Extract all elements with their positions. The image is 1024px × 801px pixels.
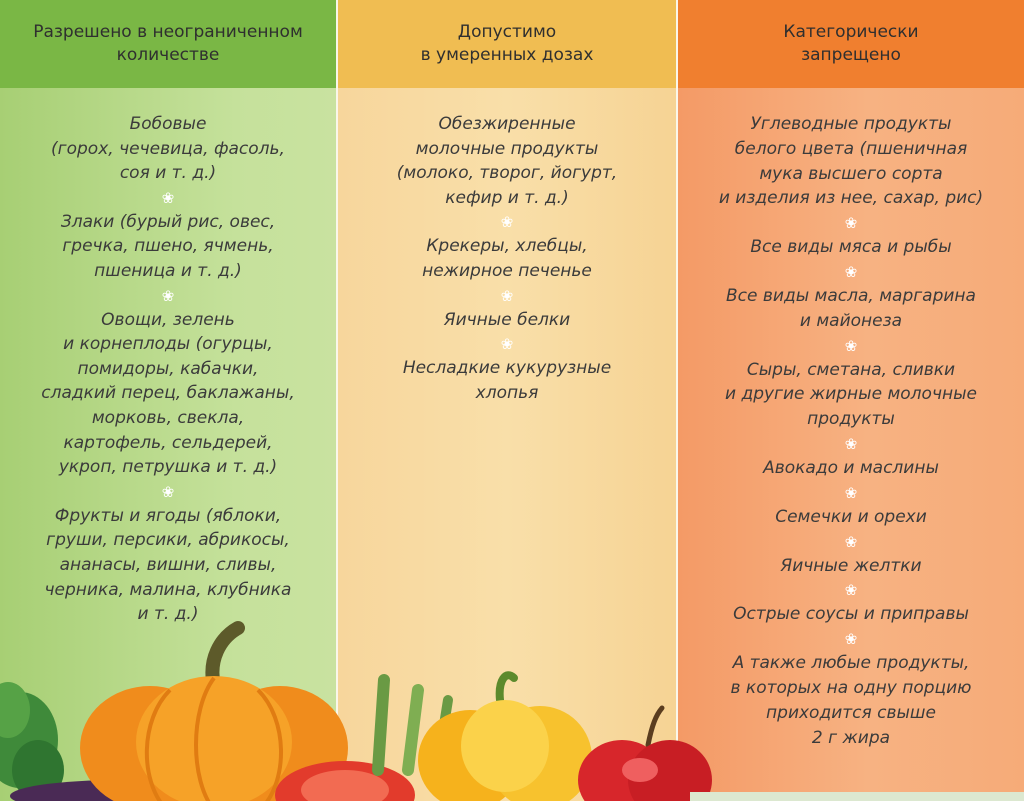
food-item-line: в которых на одну порцию — [730, 677, 972, 698]
flower-separator-icon: ❀ — [844, 434, 858, 453]
food-item-line: Все виды масла, маргарина — [726, 285, 976, 306]
column-header-forbidden — [678, 0, 1024, 88]
food-item-line: Бобовые — [129, 114, 207, 134]
flower-separator-icon: ❀ — [844, 262, 858, 281]
flower-separator-icon: ❀ — [500, 213, 514, 232]
food-item-line: Фрукты и ягоды (яблоки, — [54, 505, 282, 526]
food-item-line: и другие жирные молочные — [725, 384, 977, 405]
food-item — [0, 210, 336, 284]
food-item — [338, 308, 676, 333]
food-item-line: Яичные желтки — [780, 555, 922, 576]
column-title-line: Категорически — [783, 22, 919, 42]
column-header-allowed — [0, 0, 336, 88]
flower-separator-icon: ❀ — [161, 188, 175, 207]
food-item-line: 2 г жира — [811, 727, 891, 748]
food-item-line: нежирное печенье — [422, 260, 592, 281]
food-item-line: Злаки (бурый рис, овес, — [60, 211, 276, 232]
food-item-line: соя и т. д.) — [119, 163, 217, 184]
food-item-line: и изделия из нее, сахар, рис) — [718, 188, 984, 209]
food-item-line: Все виды мяса и рыбы — [750, 237, 952, 258]
flower-separator-icon: ❀ — [844, 483, 858, 502]
food-item — [678, 358, 1024, 432]
flower-separator-icon: ❀ — [844, 532, 858, 551]
food-item — [678, 284, 1024, 334]
food-item-line: Яичные белки — [443, 309, 571, 330]
food-item-line: Сыры, сметана, сливки — [746, 359, 956, 380]
column-title-line: запрещено — [801, 45, 901, 65]
flower-separator-icon: ❀ — [161, 482, 175, 501]
food-item — [678, 505, 1024, 530]
food-item-line: приходится свыше — [766, 702, 936, 723]
food-item-line: Семечки и орехи — [775, 506, 927, 527]
food-item-line: кефир и т. д.) — [445, 187, 569, 208]
greens-illustration — [0, 682, 64, 800]
food-item-line: морковь, свекла, — [91, 407, 245, 428]
food-item — [338, 112, 676, 210]
food-item-line: Острые соусы и приправы — [733, 604, 969, 625]
food-item — [678, 112, 1024, 211]
food-item-line: белого цвета (пшеничная — [734, 138, 968, 159]
food-item-line: хлопья — [475, 382, 539, 403]
flower-separator-icon: ❀ — [844, 336, 858, 355]
vegetables-illustration — [0, 620, 1024, 801]
food-item-line: (горох, чечевица, фасоль, — [51, 138, 285, 159]
food-item — [0, 504, 336, 627]
food-item-line: Авокадо и маслины — [763, 457, 939, 478]
food-item — [678, 554, 1024, 579]
flower-separator-icon: ❀ — [844, 581, 858, 600]
column-header-moderate — [338, 0, 676, 88]
food-item-line: молочные продукты — [415, 138, 599, 159]
flower-separator-icon: ❀ — [500, 286, 514, 305]
flower-separator-icon: ❀ — [844, 214, 858, 233]
food-item — [0, 112, 336, 186]
flower-separator-icon: ❀ — [161, 286, 175, 305]
food-list — [338, 112, 676, 405]
apple-illustration — [578, 708, 712, 801]
food-item-line: укроп, петрушка и т. д.) — [58, 457, 278, 478]
food-item-line: и майонеза — [799, 310, 903, 331]
column-title-line: Допустимо — [457, 22, 557, 42]
column-title-line: Разрешено в неограниченном — [33, 22, 303, 42]
food-item-line: груши, персики, абрикосы, — [46, 530, 290, 551]
flower-separator-icon: ❀ — [844, 630, 858, 649]
food-item — [338, 234, 676, 283]
flower-separator-icon: ❀ — [500, 335, 514, 354]
food-item-line: (молоко, творог, йогурт, — [396, 163, 618, 184]
column-title-line: в умеренных дозах — [420, 45, 594, 65]
food-item-line: черника, малина, клубника — [44, 579, 292, 600]
food-item-line: мука высшего сорта — [759, 163, 943, 184]
food-item-line: продукты — [807, 409, 895, 430]
food-item-line: сладкий перец, баклажаны, — [41, 383, 295, 404]
food-item-line: и т. д.) — [137, 604, 199, 625]
food-item-line: ананасы, вишни, сливы, — [59, 554, 277, 575]
food-item-line: А также любые продукты, — [732, 653, 970, 674]
food-item-line: помидоры, кабачки, — [77, 358, 259, 379]
food-item-line: Обезжиренные — [438, 114, 576, 134]
food-item — [338, 356, 676, 405]
food-item-line: Крекеры, хлебцы, — [426, 236, 588, 257]
food-item-line: гречка, пшено, ячмень, — [62, 236, 274, 257]
food-item-line: Несладкие кукурузные — [402, 358, 612, 379]
column-title-line: количестве — [116, 45, 220, 65]
food-item-line: пшеница и т. д.) — [94, 260, 242, 281]
food-item-line: Овощи, зелень — [101, 309, 235, 330]
food-item — [0, 308, 336, 480]
food-item — [678, 456, 1024, 481]
pepper-illustration — [418, 675, 592, 801]
food-item-line: картофель, сельдерей, — [63, 432, 273, 453]
food-item — [678, 235, 1024, 260]
food-item-line: и корнеплоды (огурцы, — [63, 334, 273, 355]
food-item-line: Углеводные продукты — [750, 114, 952, 134]
food-list — [0, 112, 336, 627]
